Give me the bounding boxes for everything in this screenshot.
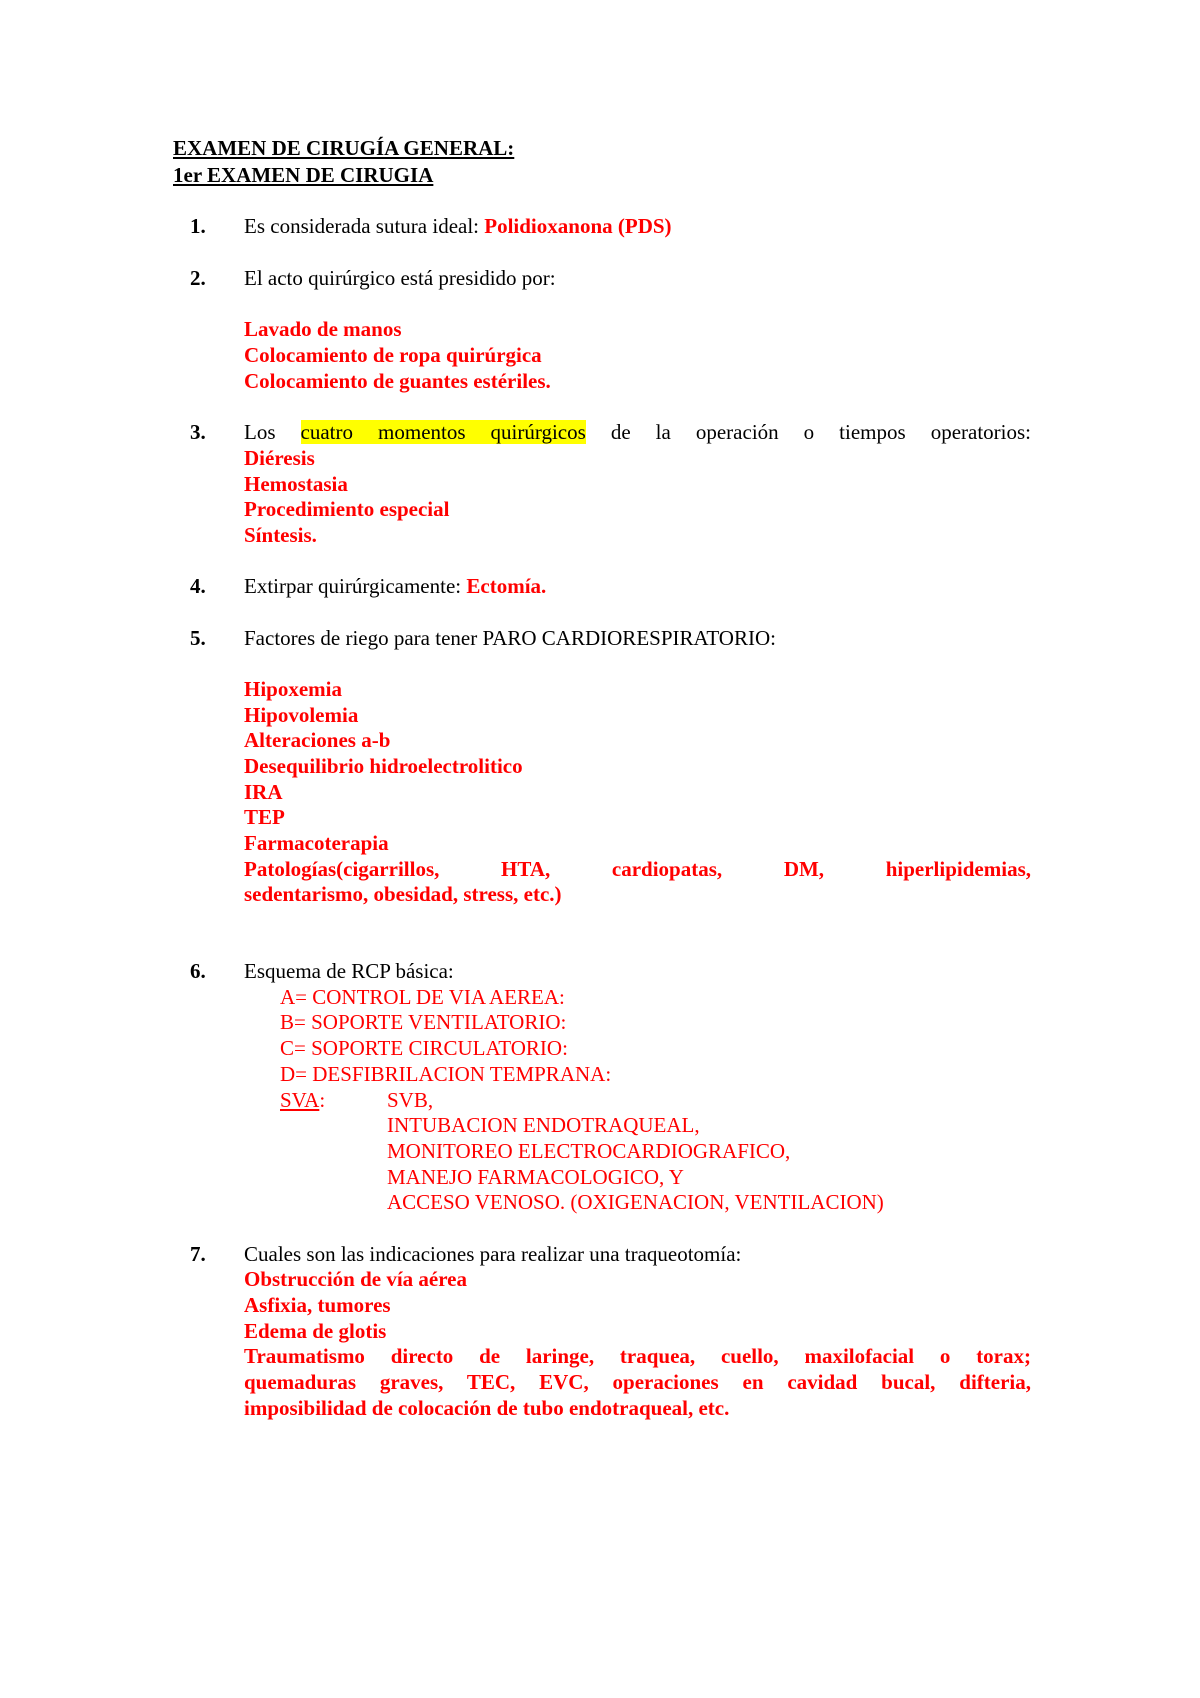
question-3-text-end: de la operación o tiempos operatorios:: [610, 420, 1032, 444]
question-5-answer: Alteraciones a-b: [244, 728, 391, 752]
question-4-answer: Ectomía.: [466, 574, 547, 598]
sva-item: SVB,: [387, 1088, 434, 1112]
question-7-answer: Edema de glotis: [244, 1319, 387, 1343]
question-3-answer: Diéresis: [244, 446, 315, 470]
sva-item: ACCESO VENOSO. (OXIGENACION, VENTILACION): [387, 1190, 884, 1214]
question-3-text: [244, 418, 1031, 446]
question-7-answer: imposibilidad de colocación de tubo endotraqueal, etc.: [244, 1396, 730, 1420]
question-7-answer: Obstrucción de vía aérea: [244, 1267, 468, 1291]
question-1-text: Es considerada sutura ideal:: [244, 214, 485, 238]
sva-item: INTUBACION ENDOTRAQUEAL,: [387, 1113, 700, 1137]
question-3-answer: Procedimiento especial: [244, 497, 450, 521]
rcp-step: C= SOPORTE CIRCULATORIO:: [280, 1036, 568, 1060]
document-title: EXAMEN DE CIRUGÍA GENERAL:: [173, 136, 515, 160]
document-subtitle: 1er EXAMEN DE CIRUGIA: [173, 163, 434, 187]
question-5-number: 5.: [190, 626, 206, 650]
question-5-answer: Hipovolemia: [244, 703, 359, 727]
question-5-answer: sedentarismo, obesidad, stress, etc.): [244, 882, 562, 906]
question-1-number: 1.: [190, 214, 206, 238]
sva-item: MANEJO FARMACOLOGICO, Y: [387, 1165, 684, 1189]
question-7-answer: Asfixia, tumores: [244, 1293, 391, 1317]
question-7-answer-justified: quemaduras graves, TEC, EVC, operaciones en cavidad bucal, difteria,: [244, 1370, 1031, 1394]
question-4: [244, 572, 546, 600]
question-1-answer: Polidioxanona (PDS): [484, 214, 672, 238]
rcp-step: B= SOPORTE VENTILATORIO:: [280, 1010, 567, 1034]
sva-label-colon: :: [319, 1088, 326, 1112]
question-4-number: 4.: [190, 574, 206, 598]
question-5-text: Factores de riego para tener PARO CARDIORESPIRATORIO:: [244, 626, 776, 650]
sva-label-text: SVA: [280, 1088, 320, 1112]
question-4-text: Extirpar quirúrgicamente:: [244, 574, 467, 598]
rcp-step: A= CONTROL DE VIA AEREA:: [280, 985, 565, 1009]
question-5-answer-justified: Patologías(cigarrillos, HTA, cardiopatas, DM, hiperlipidemias,: [244, 857, 1031, 881]
question-5-answer: TEP: [244, 805, 285, 829]
question-2-number: 2.: [190, 266, 206, 290]
rcp-step: D= DESFIBRILACION TEMPRANA:: [280, 1062, 612, 1086]
question-7-number: 7.: [190, 1242, 206, 1266]
question-2-answer: Colocamiento de guantes estériles.: [244, 369, 551, 393]
question-3-number: 3.: [190, 420, 206, 444]
question-5-answer: IRA: [244, 780, 283, 804]
question-2-answer: Lavado de manos: [244, 317, 402, 341]
question-7-answer-justified: Traumatismo directo de laringe, traquea, cuello, maxilofacial o torax;: [244, 1344, 1031, 1368]
question-6-text: Esquema de RCP básica:: [244, 959, 454, 983]
question-5-answer: Farmacoterapia: [244, 831, 389, 855]
question-5-answer: Hipoxemia: [244, 677, 342, 701]
question-5-answer: Desequilibrio hidroelectrolitico: [244, 754, 523, 778]
sva-label: [280, 1086, 325, 1114]
question-3-text-start: Los: [244, 420, 276, 444]
question-1: [244, 212, 672, 240]
question-2-answer: Colocamiento de ropa quirúrgica: [244, 343, 542, 367]
question-3-answer: Síntesis.: [244, 523, 317, 547]
question-6-number: 6.: [190, 959, 206, 983]
question-7-text: Cuales son las indicaciones para realizar una traqueotomía:: [244, 1242, 742, 1266]
sva-item: MONITOREO ELECTROCARDIOGRAFICO,: [387, 1139, 791, 1163]
highlighted-phrase: cuatro momentos quirúrgicos: [300, 420, 586, 444]
question-3-answer: Hemostasia: [244, 472, 348, 496]
question-2-text: El acto quirúrgico está presidido por:: [244, 266, 556, 290]
